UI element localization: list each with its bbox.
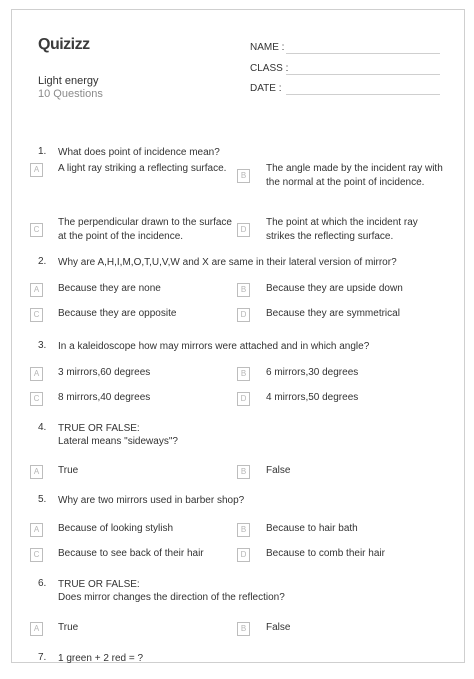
option-letter-box[interactable]: A (30, 465, 43, 479)
question-text (58, 422, 178, 448)
question-text-line: Does mirror changes the direction of the reflection? (58, 592, 285, 603)
answer-option-line: at the point of the incidence. (58, 231, 184, 242)
answer-option[interactable] (266, 216, 446, 244)
answer-option-line: 6 mirrors,30 degrees (266, 367, 359, 378)
question-number: 6. (38, 578, 47, 589)
answer-option-line: The angle made by the incident ray with (266, 163, 443, 174)
option-letter-box[interactable]: B (237, 283, 250, 297)
option-letter-box[interactable]: C (30, 548, 43, 562)
answer-option-line: False (266, 622, 291, 633)
option-letter-box[interactable]: D (237, 548, 250, 562)
question-text-line: In a kaleidoscope how may mirrors were attached and in which angle? (58, 341, 370, 352)
question-text (58, 256, 397, 269)
question-text-line: Why are A,H,I,M,O,T,U,V,W and X are same in their lateral version of mirror? (58, 257, 397, 268)
question-text (58, 578, 285, 604)
name-line (286, 53, 440, 54)
answer-option-line: Because of looking stylish (58, 523, 174, 534)
answer-option[interactable] (58, 216, 238, 244)
question-number: 5. (38, 494, 47, 505)
answer-option-line: The perpendicular drawn to the surface (58, 217, 232, 228)
class-label: CLASS : (250, 63, 289, 74)
answer-option[interactable] (266, 282, 446, 296)
answer-option[interactable] (266, 307, 446, 321)
option-letter-box[interactable]: A (30, 622, 43, 636)
question-text (58, 340, 369, 353)
question-number: 3. (38, 340, 47, 351)
answer-option-line: Because to comb their hair (266, 548, 385, 559)
answer-option-line: Because they are upside down (266, 283, 403, 294)
answer-option-line: False (266, 465, 291, 476)
answer-option-line: 8 mirrors,40 degrees (58, 392, 151, 403)
question-text-line: Lateral means "sideways"? (58, 436, 178, 447)
question-text-line: What does point of incidence mean? (58, 147, 220, 158)
answer-option[interactable] (58, 522, 238, 536)
question-text (58, 652, 143, 665)
answer-option[interactable] (58, 307, 238, 321)
option-letter-box[interactable]: B (237, 169, 250, 183)
option-letter-box[interactable]: C (30, 392, 43, 406)
answer-option-line: Because to see back of their hair (58, 548, 204, 559)
question-number: 4. (38, 422, 47, 433)
option-letter-box[interactable]: B (237, 622, 250, 636)
option-letter-box[interactable]: B (237, 367, 250, 381)
brand-logo: Quizizz (38, 36, 90, 53)
worksheet-page (11, 9, 465, 663)
option-letter-box[interactable]: D (237, 308, 250, 322)
answer-option[interactable] (266, 162, 446, 190)
answer-option-line: 3 mirrors,60 degrees (58, 367, 151, 378)
option-letter-box[interactable]: A (30, 283, 43, 297)
answer-option-line: True (58, 465, 79, 476)
worksheet-title: Light energy (38, 75, 99, 87)
answer-option[interactable] (266, 391, 446, 405)
answer-option[interactable] (58, 391, 238, 405)
class-field[interactable] (250, 63, 288, 74)
answer-option[interactable] (266, 522, 446, 536)
option-letter-box[interactable]: D (237, 223, 250, 237)
answer-option[interactable] (58, 162, 238, 176)
answer-option[interactable] (58, 547, 238, 561)
option-letter-box[interactable]: B (237, 523, 250, 537)
question-text-line: TRUE OR FALSE: (58, 423, 140, 434)
answer-option[interactable] (266, 366, 446, 380)
answer-option-line: True (58, 622, 79, 633)
answer-option[interactable] (58, 464, 238, 478)
option-letter-box[interactable]: C (30, 223, 43, 237)
class-line (286, 74, 440, 75)
answer-option-line: A light ray striking a reflecting surface. (58, 163, 227, 174)
question-text-line: Why are two mirrors used in barber shop? (58, 495, 245, 506)
date-line (286, 94, 440, 95)
question-number: 1. (38, 146, 47, 157)
answer-option[interactable] (58, 366, 238, 380)
answer-option[interactable] (266, 464, 446, 478)
answer-option-line: Because they are symmetrical (266, 308, 400, 319)
option-letter-box[interactable]: A (30, 163, 43, 177)
date-label: DATE : (250, 83, 282, 94)
answer-option-line: Because they are none (58, 283, 161, 294)
answer-option-line: the normal at the point of incidence. (266, 177, 425, 188)
date-field[interactable] (250, 83, 281, 94)
question-number: 7. (38, 652, 47, 663)
name-field[interactable] (250, 42, 284, 53)
answer-option[interactable] (266, 621, 446, 635)
question-text (58, 146, 220, 159)
answer-option[interactable] (58, 282, 238, 296)
option-letter-box[interactable]: B (237, 465, 250, 479)
question-text-line: TRUE OR FALSE: (58, 579, 140, 590)
name-label: NAME : (250, 42, 285, 53)
option-letter-box[interactable]: D (237, 392, 250, 406)
option-letter-box[interactable]: A (30, 367, 43, 381)
answer-option[interactable] (266, 547, 446, 561)
question-number: 2. (38, 256, 47, 267)
question-text-line: 1 green + 2 red = ? (58, 653, 144, 664)
answer-option-line: strikes the reflecting surface. (266, 231, 394, 242)
answer-option-line: Because to hair bath (266, 523, 358, 534)
question-text (58, 494, 244, 507)
answer-option-line: The point at which the incident ray (266, 217, 418, 228)
option-letter-box[interactable]: A (30, 523, 43, 537)
answer-option-line: Because they are opposite (58, 308, 177, 319)
option-letter-box[interactable]: C (30, 308, 43, 322)
answer-option[interactable] (58, 621, 238, 635)
question-count: 10 Questions (38, 88, 103, 100)
answer-option-line: 4 mirrors,50 degrees (266, 392, 359, 403)
